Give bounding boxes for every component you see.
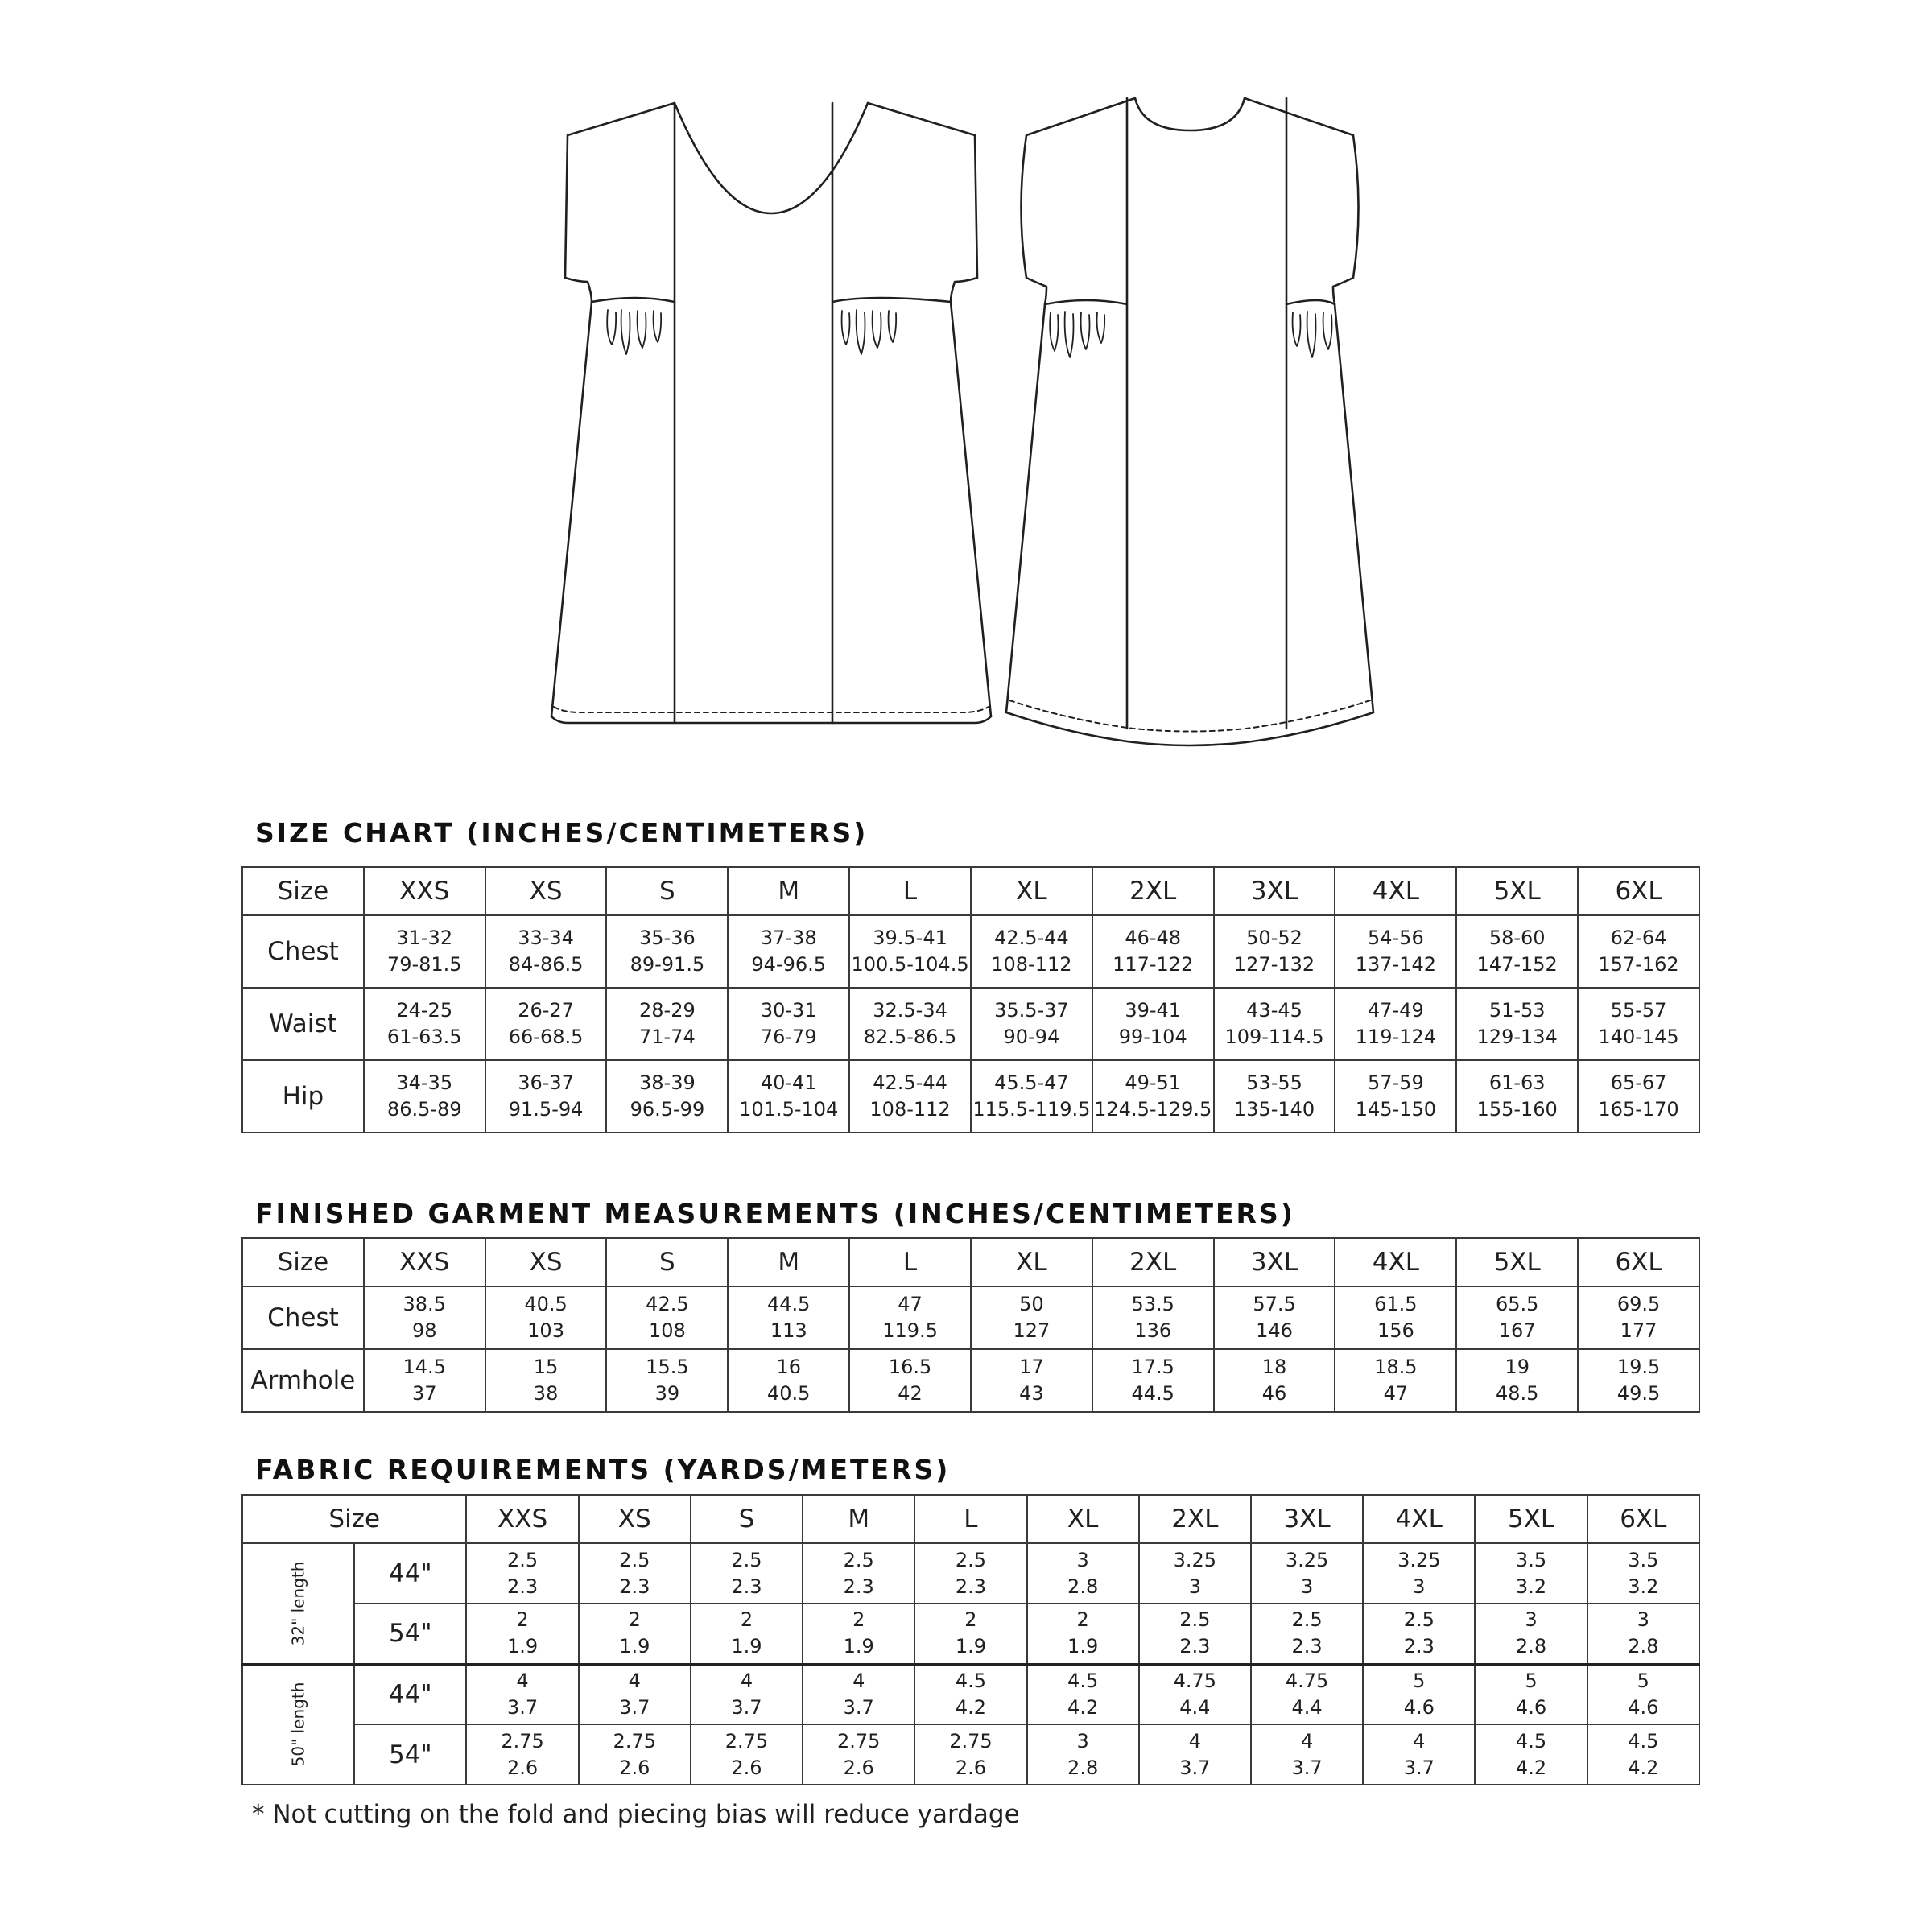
yardage-cell: 3.25 3 [1139, 1543, 1251, 1604]
measurement-cell: 24-25 61-63.5 [364, 988, 485, 1060]
size-column-header: 4XL [1335, 867, 1456, 915]
yardage-cell: 4.75 4.4 [1251, 1664, 1363, 1724]
size-column-header: 2XL [1092, 1238, 1214, 1286]
table-row [242, 915, 1699, 988]
measurement-cell: 62-64 157-162 [1578, 915, 1699, 988]
yardage-cell: 5 4.6 [1475, 1664, 1587, 1724]
yardage-cell: 3.5 3.2 [1587, 1543, 1699, 1604]
size-column-header: L [849, 867, 971, 915]
measurement-cell: 30-31 76-79 [728, 988, 849, 1060]
yardage-cell: 2.5 2.3 [803, 1543, 914, 1604]
measurement-cell: 50 127 [971, 1286, 1092, 1349]
table-row [242, 1724, 1699, 1785]
measurement-cell: 40.5 103 [485, 1286, 607, 1349]
yardage-cell: 4.5 4.2 [1587, 1724, 1699, 1785]
size-column-header: XL [971, 1238, 1092, 1286]
measurement-cell: 61.5 156 [1335, 1286, 1456, 1349]
measurement-cell: 28-29 71-74 [606, 988, 728, 1060]
table-row [242, 988, 1699, 1060]
size-column-header: M [803, 1495, 914, 1543]
fabric-width-label: 54" [354, 1604, 466, 1664]
size-header-label: Size [242, 1495, 466, 1543]
yardage-cell: 3.25 3 [1251, 1543, 1363, 1604]
yardage-cell: 2 1.9 [579, 1604, 691, 1664]
size-column-header: XS [485, 1238, 607, 1286]
yardage-cell: 2.75 2.6 [579, 1724, 691, 1785]
size-column-header: S [606, 1238, 728, 1286]
yardage-cell: 2.75 2.6 [691, 1724, 803, 1785]
measurement-cell: 49-51 124.5-129.5 [1092, 1060, 1214, 1133]
size-column-header: 2XL [1092, 867, 1214, 915]
yardage-cell: 5 4.6 [1587, 1664, 1699, 1724]
size-header-label: Size [242, 867, 364, 915]
yardage-cell: 3 2.8 [1027, 1724, 1139, 1785]
measurement-cell: 44.5 113 [728, 1286, 849, 1349]
back-view-sketch [1006, 98, 1373, 745]
measurement-cell: 43-45 109-114.5 [1214, 988, 1335, 1060]
yardage-cell: 2.5 2.3 [914, 1543, 1026, 1604]
measurement-cell: 61-63 155-160 [1456, 1060, 1578, 1133]
size-column-header: 4XL [1363, 1495, 1475, 1543]
measurement-cell: 47 119.5 [849, 1286, 971, 1349]
measurement-cell: 18 46 [1214, 1349, 1335, 1412]
measurement-cell: 65.5 167 [1456, 1286, 1578, 1349]
length-label-50: 50" length [242, 1664, 354, 1785]
length-label-32: 32" length [242, 1543, 354, 1664]
size-column-header: M [728, 867, 849, 915]
yardage-cell: 2 1.9 [691, 1604, 803, 1664]
yardage-cell: 3.5 3.2 [1475, 1543, 1587, 1604]
garment-flat-sketches [0, 0, 1932, 773]
table-row [242, 1664, 1699, 1724]
measurement-cell: 16 40.5 [728, 1349, 849, 1412]
yardage-cell: 2.5 2.3 [691, 1543, 803, 1604]
row-label-hip: Hip [242, 1060, 364, 1133]
measurement-cell: 39-41 99-104 [1092, 988, 1214, 1060]
measurement-cell: 15 38 [485, 1349, 607, 1412]
yardage-cell: 2 1.9 [914, 1604, 1026, 1664]
measurement-cell: 39.5-41 100.5-104.5 [849, 915, 971, 988]
measurement-cell: 42.5 108 [606, 1286, 728, 1349]
measurement-cell: 33-34 84-86.5 [485, 915, 607, 988]
fabric-width-label: 54" [354, 1724, 466, 1785]
measurement-cell: 51-53 129-134 [1456, 988, 1578, 1060]
size-column-header: 6XL [1578, 1238, 1699, 1286]
measurement-cell: 19.5 49.5 [1578, 1349, 1699, 1412]
measurement-cell: 53.5 136 [1092, 1286, 1214, 1349]
measurement-cell: 34-35 86.5-89 [364, 1060, 485, 1133]
yardage-cell: 4 3.7 [1139, 1724, 1251, 1785]
measurement-cell: 50-52 127-132 [1214, 915, 1335, 988]
measurement-cell: 54-56 137-142 [1335, 915, 1456, 988]
yardage-cell: 5 4.6 [1363, 1664, 1475, 1724]
front-view-sketch [551, 103, 991, 723]
size-column-header: S [606, 867, 728, 915]
measurement-cell: 38.5 98 [364, 1286, 485, 1349]
yardage-cell: 2.75 2.6 [803, 1724, 914, 1785]
yardage-cell: 2.5 2.3 [1363, 1604, 1475, 1664]
garment-measurements-table [242, 1237, 1700, 1413]
table-row [242, 1543, 1699, 1604]
measurement-cell: 57.5 146 [1214, 1286, 1335, 1349]
yardage-cell: 2 1.9 [803, 1604, 914, 1664]
size-column-header: 3XL [1214, 1238, 1335, 1286]
table-row [242, 1060, 1699, 1133]
size-column-header: L [849, 1238, 971, 1286]
measurement-cell: 37-38 94-96.5 [728, 915, 849, 988]
yardage-cell: 4 3.7 [1251, 1724, 1363, 1785]
yardage-cell: 4.5 4.2 [1475, 1724, 1587, 1785]
measurement-cell: 15.5 39 [606, 1349, 728, 1412]
row-label-chest: Chest [242, 915, 364, 988]
size-column-header: 5XL [1456, 867, 1578, 915]
measurement-cell: 65-67 165-170 [1578, 1060, 1699, 1133]
measurement-cell: 17 43 [971, 1349, 1092, 1412]
size-column-header: 3XL [1251, 1495, 1363, 1543]
measurement-cell: 38-39 96.5-99 [606, 1060, 728, 1133]
fabric-requirements-title: FABRIC REQUIREMENTS (YARDS/METERS) [255, 1454, 951, 1485]
yardage-cell: 4.5 4.2 [1027, 1664, 1139, 1724]
size-column-header: M [728, 1238, 849, 1286]
yardage-cell: 4 3.7 [579, 1664, 691, 1724]
table-row [242, 1349, 1699, 1412]
yardage-footnote: * Not cutting on the fold and piecing bias will reduce yardage [252, 1800, 1020, 1829]
size-column-header: 6XL [1587, 1495, 1699, 1543]
yardage-cell: 2.5 2.3 [579, 1543, 691, 1604]
measurement-cell: 42.5-44 108-112 [849, 1060, 971, 1133]
measurement-cell: 58-60 147-152 [1456, 915, 1578, 988]
size-column-header: S [691, 1495, 803, 1543]
size-column-header: 6XL [1578, 867, 1699, 915]
size-column-header: 3XL [1214, 867, 1335, 915]
yardage-cell: 4 3.7 [803, 1664, 914, 1724]
table-row [242, 1604, 1699, 1664]
yardage-cell: 2.75 2.6 [914, 1724, 1026, 1785]
size-column-header: 2XL [1139, 1495, 1251, 1543]
size-header-row [242, 867, 1699, 915]
yardage-cell: 2.75 2.6 [466, 1724, 578, 1785]
yardage-cell: 4 3.7 [691, 1664, 803, 1724]
yardage-cell: 2.5 2.3 [1139, 1604, 1251, 1664]
measurement-cell: 19 48.5 [1456, 1349, 1578, 1412]
measurement-cell: 35.5-37 90-94 [971, 988, 1092, 1060]
measurement-cell: 57-59 145-150 [1335, 1060, 1456, 1133]
fabric-width-label: 44" [354, 1543, 466, 1604]
yardage-cell: 4 3.7 [1363, 1724, 1475, 1785]
size-column-header: 5XL [1475, 1495, 1587, 1543]
size-header-label: Size [242, 1238, 364, 1286]
table-row [242, 1286, 1699, 1349]
measurement-cell: 42.5-44 108-112 [971, 915, 1092, 988]
size-column-header: XXS [466, 1495, 578, 1543]
measurement-cell: 32.5-34 82.5-86.5 [849, 988, 971, 1060]
size-header-row [242, 1495, 1699, 1543]
row-label-armhole: Armhole [242, 1349, 364, 1412]
measurement-cell: 31-32 79-81.5 [364, 915, 485, 988]
measurement-cell: 53-55 135-140 [1214, 1060, 1335, 1133]
measurement-cell: 46-48 117-122 [1092, 915, 1214, 988]
measurement-cell: 16.5 42 [849, 1349, 971, 1412]
measurement-cell: 14.5 37 [364, 1349, 485, 1412]
size-column-header: XXS [364, 1238, 485, 1286]
measurement-cell: 26-27 66-68.5 [485, 988, 607, 1060]
size-column-header: XXS [364, 867, 485, 915]
row-label-chest: Chest [242, 1286, 364, 1349]
yardage-cell: 4 3.7 [466, 1664, 578, 1724]
measurement-cell: 36-37 91.5-94 [485, 1060, 607, 1133]
size-column-header: L [914, 1495, 1026, 1543]
yardage-cell: 2.5 2.3 [466, 1543, 578, 1604]
measurement-cell: 35-36 89-91.5 [606, 915, 728, 988]
size-column-header: XS [579, 1495, 691, 1543]
measurement-cell: 69.5 177 [1578, 1286, 1699, 1349]
size-chart-title: SIZE CHART (INCHES/CENTIMETERS) [255, 817, 869, 848]
yardage-cell: 4.5 4.2 [914, 1664, 1026, 1724]
yardage-cell: 3.25 3 [1363, 1543, 1475, 1604]
yardage-cell: 3 2.8 [1027, 1543, 1139, 1604]
yardage-cell: 4.75 4.4 [1139, 1664, 1251, 1724]
measurement-cell: 47-49 119-124 [1335, 988, 1456, 1060]
yardage-cell: 3 2.8 [1587, 1604, 1699, 1664]
fabric-width-label: 44" [354, 1664, 466, 1724]
garment-measurements-title: FINISHED GARMENT MEASUREMENTS (INCHES/CENTIMETERS) [255, 1198, 1295, 1229]
fabric-requirements-table [242, 1494, 1700, 1785]
yardage-cell: 3 2.8 [1475, 1604, 1587, 1664]
measurement-cell: 40-41 101.5-104 [728, 1060, 849, 1133]
size-header-row [242, 1238, 1699, 1286]
size-column-header: XL [971, 867, 1092, 915]
yardage-cell: 2.5 2.3 [1251, 1604, 1363, 1664]
yardage-cell: 2 1.9 [1027, 1604, 1139, 1664]
measurement-cell: 45.5-47 115.5-119.5 [971, 1060, 1092, 1133]
measurement-cell: 55-57 140-145 [1578, 988, 1699, 1060]
size-column-header: XS [485, 867, 607, 915]
size-chart-table [242, 866, 1700, 1133]
size-column-header: 4XL [1335, 1238, 1456, 1286]
size-column-header: 5XL [1456, 1238, 1578, 1286]
size-column-header: XL [1027, 1495, 1139, 1543]
yardage-cell: 2 1.9 [466, 1604, 578, 1664]
measurement-cell: 18.5 47 [1335, 1349, 1456, 1412]
measurement-cell: 17.5 44.5 [1092, 1349, 1214, 1412]
row-label-waist: Waist [242, 988, 364, 1060]
